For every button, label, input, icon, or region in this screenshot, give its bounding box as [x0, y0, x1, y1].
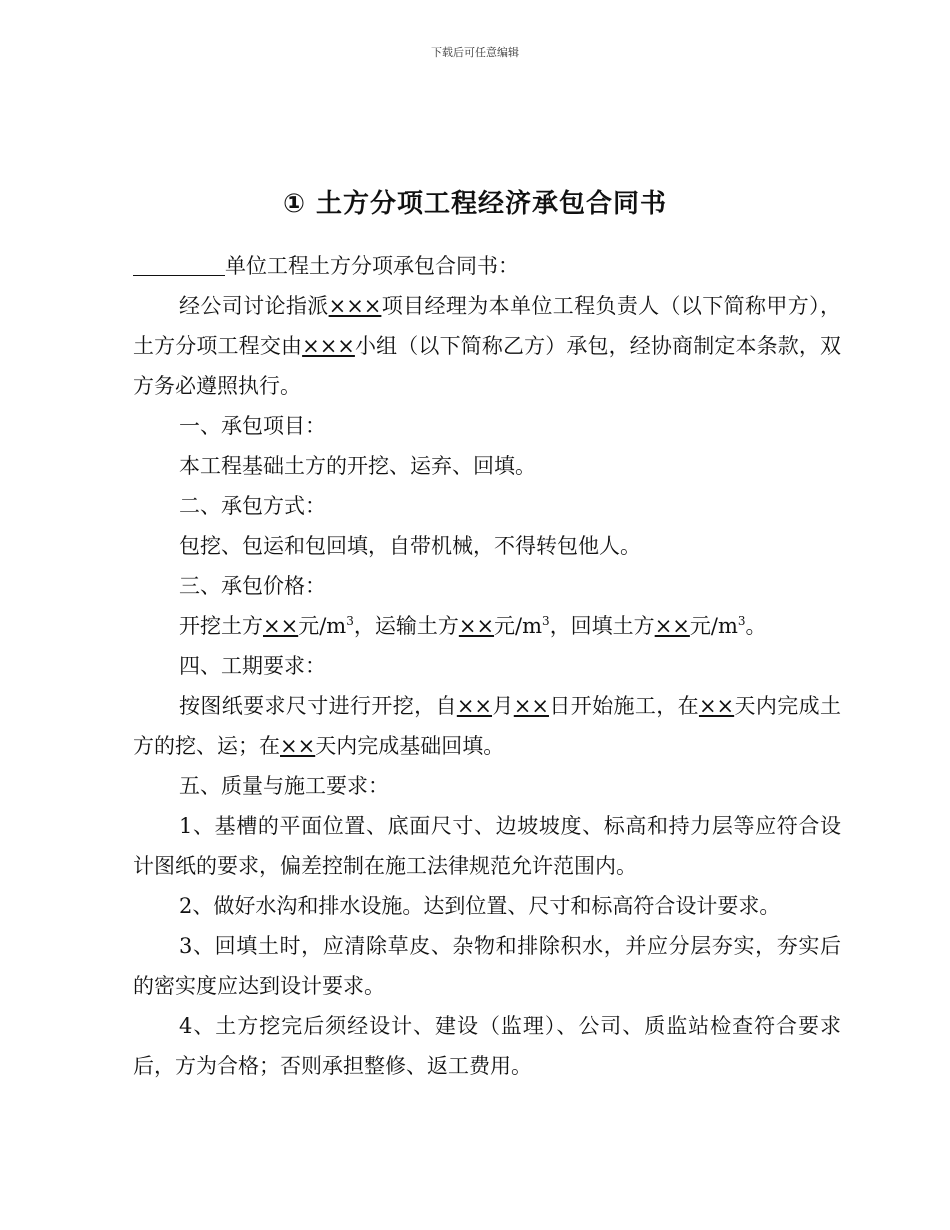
section-3-prices: 开挖土方××元$/m^3$，运输土方××元$/m^3$，回填土方××元$/m^3$。	[179, 614, 767, 638]
intro-paragraph: 经公司讨论指派×××项目经理为本单位工程负责人（以下简称甲方），土方分项工程交由×××小组（以下简称乙方）承包，经协商制定本条款，双方务必遵照执行。	[133, 294, 842, 398]
placeholder-manager: ×××	[328, 294, 382, 318]
section-5-heading: 五、质量与施工要求：	[179, 774, 389, 798]
section-5-item: 4、土方挖完后须经设计、建设（监理）、公司、质监站检查符合要求后，方为合格；否则承担整修、返工费用。	[133, 1014, 841, 1078]
intro-line: 单位工程土方分项承包合同书：	[133, 246, 841, 286]
section-1-heading: 一、承包项目：	[179, 414, 326, 438]
section-3-heading: 三、承包价格：	[179, 574, 326, 598]
unit-name-blank	[133, 249, 225, 276]
section-2-heading: 二、承包方式：	[179, 494, 326, 518]
placeholder-team: ×××	[302, 334, 355, 358]
section-4-text: 按图纸要求尺寸进行开挖，自××月××日开始施工，在××天内完成土方的挖、运；在××天内完成基础回填。	[133, 694, 842, 758]
section-5-item: 1、基槽的平面位置、底面尺寸、边坡坡度、标高和持力层等应符合设计图纸的要求，偏差控制在施工法律规范允许范围内。	[133, 814, 841, 878]
section-4-heading: 四、工期要求：	[179, 654, 326, 678]
section-2-text: 包挖、包运和包回填，自带机械，不得转包他人。	[179, 534, 641, 558]
document-title: ① 土方分项工程经济承包合同书	[282, 189, 668, 219]
section-1-text: 本工程基础土方的开挖、运弃、回填。	[179, 454, 536, 478]
document-body	[133, 246, 841, 1086]
section-5-item: 3、回填土时，应清除草皮、杂物和排除积水，并应分层夯实，夯实后的密实度应达到设计要求。	[133, 934, 841, 998]
page-header-note: 下载后可任意编辑	[431, 46, 519, 59]
section-5-item: 2、做好水沟和排水设施。达到位置、尺寸和标高符合设计要求。	[179, 894, 781, 918]
